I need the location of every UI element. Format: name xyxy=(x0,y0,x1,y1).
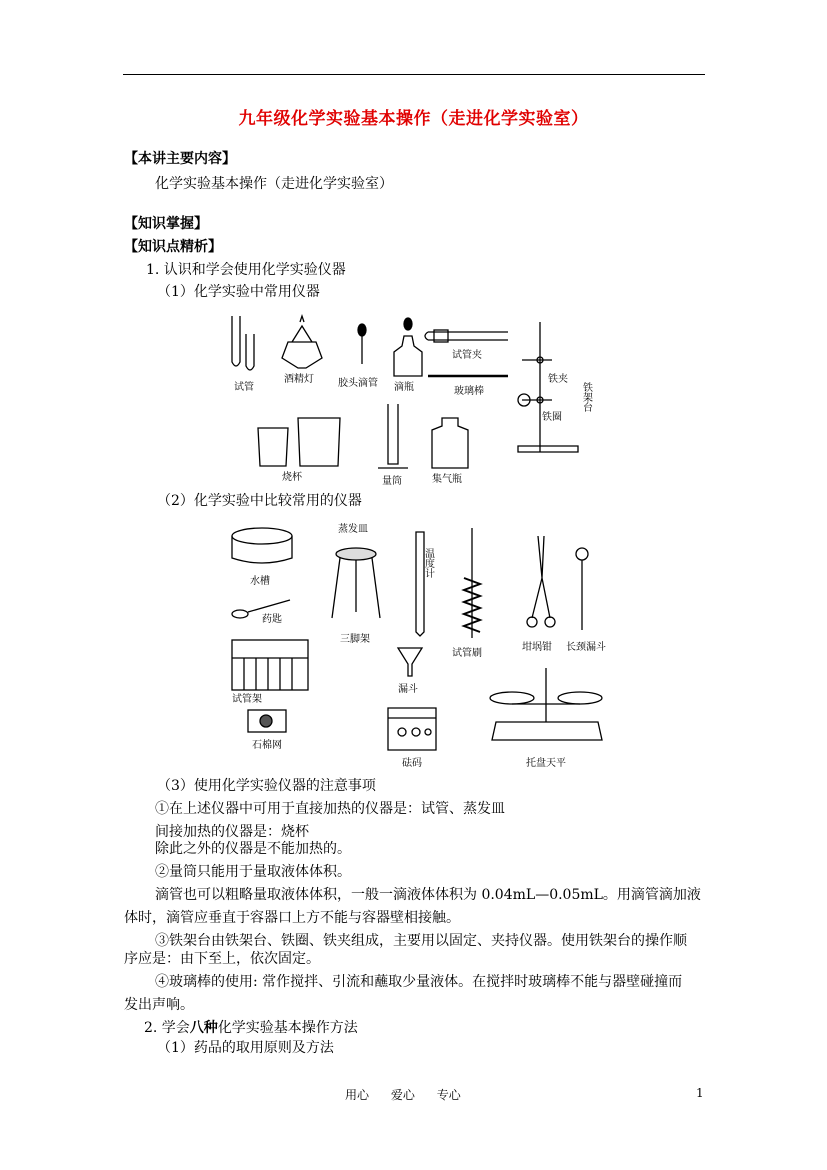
sub-1: （1）化学实验中常用仪器 xyxy=(157,284,320,300)
label-iron-ring: 铁圈 xyxy=(542,412,562,423)
test-tube-clamp-image xyxy=(425,330,508,342)
alcohol-lamp-image xyxy=(282,316,322,368)
label-balance: 托盘天平 xyxy=(526,758,566,769)
rack-image xyxy=(232,640,308,690)
frequent-instruments-figure xyxy=(226,518,614,772)
item-2-pre: 2. 学会 xyxy=(144,1020,190,1036)
dropper-image xyxy=(358,324,366,364)
crucible-tongs-image xyxy=(527,536,555,627)
label-rack: 试管架 xyxy=(232,694,262,705)
label-beaker: 烧杯 xyxy=(282,472,302,483)
label-thermometer: 温度计 xyxy=(422,548,434,578)
note-4: ②量筒只能用于量取液体体积。 xyxy=(155,864,351,880)
label-iron-clamp: 铁夹 xyxy=(548,374,568,385)
label-gauze: 石棉网 xyxy=(252,740,282,751)
iron-stand-image xyxy=(518,322,578,452)
label-dropping-bottle: 滴瓶 xyxy=(394,382,414,393)
note-7a: ④玻璃棒的使用: 常作搅拌、引流和蘸取少量液体。在搅拌时玻璃棒不能与器壁碰撞而 xyxy=(155,974,683,990)
note-2: 间接加热的仪器是：烧杯 xyxy=(155,824,309,840)
item-2 xyxy=(144,1017,358,1037)
test-tube-image xyxy=(232,316,254,370)
beaker-image xyxy=(258,418,340,466)
label-glass-rod: 玻璃棒 xyxy=(454,386,484,397)
gauze-image xyxy=(248,710,286,732)
note-7b: 发出声响。 xyxy=(124,997,194,1013)
label-crucible-tongs: 坩埚钳 xyxy=(522,642,552,653)
label-spoon: 药匙 xyxy=(262,614,282,625)
sub-4: （1）药品的取用原则及方法 xyxy=(157,1040,334,1056)
label-graduated-cylinder: 量筒 xyxy=(382,476,402,487)
label-water-trough: 水槽 xyxy=(250,576,270,587)
balance-image xyxy=(490,668,602,740)
label-test-tube: 试管 xyxy=(234,382,254,393)
long-funnel-image xyxy=(576,548,588,630)
main-content-heading: 【本讲主要内容】 xyxy=(124,151,236,167)
note-1: ①在上述仪器中可用于直接加热的仪器是：试管、蒸发皿 xyxy=(155,801,505,817)
item-1: 1. 认识和学会使用化学实验仪器 xyxy=(146,262,346,278)
dropping-bottle-image xyxy=(394,318,422,376)
label-alcohol-lamp: 酒精灯 xyxy=(284,374,314,385)
sub-2: （2）化学实验中比较常用的仪器 xyxy=(157,493,362,509)
common-instruments-figure xyxy=(222,312,604,488)
knowledge-heading: 【知识掌握】 xyxy=(124,216,208,232)
label-funnel: 漏斗 xyxy=(398,684,418,695)
page-title: 九年级化学实验基本操作（走进化学实验室） xyxy=(238,109,589,129)
footer-motto xyxy=(345,1086,479,1103)
header-rule xyxy=(123,74,705,75)
main-content-text: 化学实验基本操作（走进化学实验室） xyxy=(155,176,393,192)
footer-word: 用心 xyxy=(345,1088,370,1102)
sub-3: （3）使用化学实验仪器的注意事项 xyxy=(157,778,376,794)
label-long-funnel: 长颈漏斗 xyxy=(566,642,606,653)
gas-jar-image xyxy=(432,418,468,468)
label-gas-jar: 集气瓶 xyxy=(432,474,462,485)
funnel-image xyxy=(398,648,422,676)
footer-word: 专心 xyxy=(436,1088,461,1102)
label-test-tube-brush: 试管刷 xyxy=(452,648,482,659)
graduated-cylinder-image xyxy=(378,404,408,468)
label-iron-stand: 铁架台 xyxy=(580,382,592,412)
footer-word: 爱心 xyxy=(390,1088,415,1102)
page-number: 1 xyxy=(696,1086,704,1100)
note-5a: 滴管也可以粗略量取液体体积，一般一滴液体体积为 0.04mL—0.05mL。用滴管滴加液 xyxy=(155,887,701,903)
note-3: 除此之外的仪器是不能加热的。 xyxy=(155,841,351,857)
label-evaporating-dish: 蒸发皿 xyxy=(338,524,368,535)
label-test-tube-clamp: 试管夹 xyxy=(452,350,482,361)
tripod-image xyxy=(332,548,380,618)
label-dropper: 胶头滴管 xyxy=(338,378,378,389)
note-6b: 序应是：由下至上，依次固定。 xyxy=(124,951,320,967)
knowledge-points-heading: 【知识点精析】 xyxy=(124,239,222,255)
test-tube-brush-image xyxy=(464,528,480,638)
weights-image xyxy=(388,708,436,750)
water-trough-image xyxy=(232,528,292,563)
item-2-bold: 八种 xyxy=(189,1020,218,1036)
label-tripod: 三脚架 xyxy=(340,634,370,645)
item-2-post: 化学实验基本操作方法 xyxy=(217,1020,358,1036)
note-6a: ③铁架台由铁架台、铁圈、铁夹组成，主要用以固定、夹持仪器。使用铁架台的操作顺 xyxy=(155,933,687,949)
label-weights: 砝码 xyxy=(402,758,422,769)
note-5b: 体时，滴管应垂直于容器口上方不能与容器壁相接触。 xyxy=(124,910,460,926)
